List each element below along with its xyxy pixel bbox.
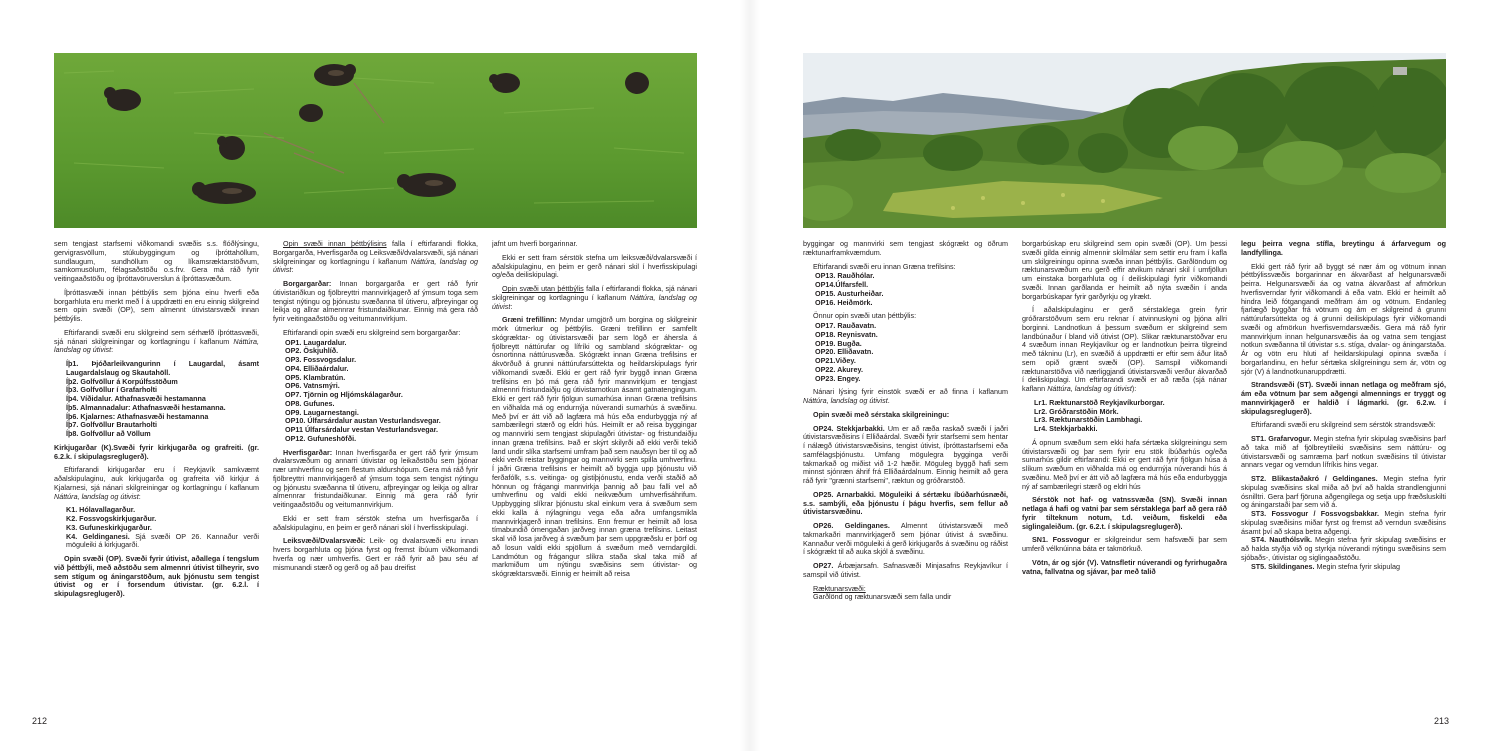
paragraph: sem tengjast starfsemi viðkomandi svæðis s.s. flóðlýsingu, gervigrasvöllum, stúkubyggingum og íþróttahöllum, sundlaugum, sundhöllum og líkamsræktarstöðvum, samkomusölum, félagsaðstöðu o.s.frv. Gera má ráð fyrir veitingaaðstöðu og íþróttavöruverslun á íþróttasvæðum.	[54, 240, 259, 283]
page-number: 213	[1434, 716, 1450, 726]
paragraph: OP26. Geldinganes. Almennt útivistarsvæði með takmarkaðri mannvirkjagerð sem þjónar útivist á svæðinu. Kannaður verði möguleiki á gerð kirkjugarðs á svæðinu og ráðist í skógrækt til að auka skjól á svæðinu.	[803, 521, 1008, 557]
list-item: OP10. Úlfarsárdalur austan Vesturlandsvegar.	[285, 416, 441, 426]
paragraph: Á opnum svæðum sem ekki hafa sértæka skilgreiningu sem útivistarsvæði og þar sem fyrir eru stök íbúðarhús og/eða sumarhús gildir eftirfarandi: Ekki er gert ráð fyrir fjölgun húsa á slíkum svæðum en viðhalda má og endurnýja núverandi hús á svæðinu. Með því er átt við að lagfæra má hús eða endurbyggja ný af sambærilegri stærð og eldri hús	[1022, 437, 1227, 491]
right-column-2	[1022, 240, 1227, 718]
paragraph: Opin svæði innan þéttbýlisins falla í eftirfarandi flokka, Borgargarða, Hverfisgarða og Leiksvæði/dvalarsvæði, sjá nánari skilgreiningar og kortlagningu í kaflanum Náttúra, landslag og útivist:	[273, 240, 478, 275]
list-item: OP22. Akurey.	[815, 364, 863, 374]
left-column-2	[273, 240, 478, 718]
paragraph: ST2. Blikastaðakró / Geldinganes. Megin stefna fyrir skipulag svæðisins skal miða að því að halda strandlengjunni ósnilltri. Gera þarf fjöruna aðgengilega og setja upp fræðsluskilti og áningarstaði þar sem við á.	[1241, 474, 1446, 510]
paragraph: Eftirfarandi svæði eru skilgreind sem sérstök strandsvæði:	[1251, 420, 1436, 430]
landscape-image	[803, 53, 1446, 228]
list-item: Íþ7. Golfvöllur Brautarholti	[66, 420, 158, 430]
paragraph: byggingar og mannvirki sem tengjast skógrækt og öðrum ræktunarframkvæmdum.	[803, 240, 1008, 257]
nurseries-list	[1022, 399, 1227, 434]
paragraph: jafnt um hverfi borgarinnar.	[492, 240, 578, 248]
starlings-photo	[54, 53, 697, 228]
list-item: OP9. Laugarnestangi.	[285, 407, 359, 417]
paragraph: ST3. Fossvogur / Fossvogsbakkar. Megin stefna fyrir skipulag svæðisins miðar fyrst og fremst að verndun svæðisins ásamt því að skapa betra aðgengi.	[1241, 509, 1446, 536]
section-heading: Opin svæði með sérstaka skilgreiningu:	[813, 409, 950, 419]
list-item: OP4. Elliðaárdalur.	[285, 363, 349, 373]
paragraph: Ræktunarsvæði:	[813, 583, 866, 593]
list-item: OP18. Reynisvatn.	[815, 329, 878, 339]
list-item: K3. Gufuneskirkjugarður.	[66, 522, 152, 532]
list-item: OP12. Gufuneshöfði.	[285, 433, 357, 443]
list-item: K2. Fossvogskirkjugarður.	[66, 514, 157, 523]
landscape-photo	[803, 53, 1446, 228]
paragraph: Opin svæði utan þéttbýlis falla í eftirfarandi flokka, sjá nánari skilgreiningar og kortlagningu í kaflanum Náttúra, landslag og útivist:	[492, 284, 697, 311]
paragraph: Strandsvæði (ST). Svæði innan netlaga og meðfram sjó, ám eða vötnum þar sem aðgengi almennings er tryggt og mannvirkjagerð er haldið í lágmarki. (gr. 6.2.w. í skipulagsreglugerð).	[1241, 380, 1446, 416]
paragraph: Önnur opin svæði utan þéttbýlis:	[813, 311, 917, 321]
list-item: OP14.Úlfarsfell.	[815, 280, 869, 289]
paragraph: Opin svæði (OP). Svæði fyrir útivist, aðallega í tengslum við þéttbýli, með aðstöðu sem almennri útivist tilheyrir, svo sem stígum og áningarstöðum, auk þjónustu sem tengist útivist og er í forsendum útivistar. (gr. 6.2.l. í skipulagsreglugerð).	[54, 554, 259, 598]
paragraph: Ekki er sett fram sérstök stefna um leiksvæði/dvalarsvæði í aðalskipulaginu, en þeim er gerð nánari skil í hverfisskipulagi og/eða deiliskipulagi.	[492, 252, 697, 280]
paragraph: OP27. Árbæjarsafn. Safnasvæði Minjasafns Reykjavíkur í samspil við útivist.	[803, 561, 1008, 579]
paragraph: Íþróttasvæði innan þéttbýlis sem þjóna einu hverfi eða borgarhluta eru merkt með Í á uppdrætti en eru einnig skilgreind sem opin svæði (OP), sem almennt útivistarsvæði innan þéttbýlis.	[54, 287, 259, 323]
list-item: OP20. Elliðavatn.	[815, 347, 874, 357]
paragraph: Sérstök not haf- og vatnssvæða (SN). Svæði innan netlaga á hafi og vatni þar sem sérstaklega þarf að gera ráð fyrir tilteknum notum, t.d. veiðum, fiskeldi eða siglingaleiðum. (gr. 6.2.t. í skipulagsreglugerð).	[1022, 495, 1227, 531]
paragraph: Ekki er sett fram sérstök stefna um hverfisgarða í aðalskipulaginu, en þeim er gerð nánari skil í hverfisskipulagi.	[273, 513, 478, 532]
paragraph: Leiksvæði/Dvalarsvæði: Leik- og dvalarsvæði eru innan hvers borgarhluta og þjóna fyrst og fremst íbúum viðkomandi hverfa og nær umhverfis. Gert er ráð fyrir að þau séu af mismunandi stærð og gerð og að þau dreifist	[273, 536, 478, 572]
list-item: OP15. Austurheiðar.	[815, 288, 884, 298]
list-item: OP11 Úlfarsárdalur vestan Vesturlandsvegar.	[285, 425, 439, 434]
list-item: OP13. Rauðhólar.	[815, 271, 875, 281]
list-item: Íþ5. Almannadalur: Athafnasvæði hestamanna.	[66, 402, 226, 412]
list-item: OP21.Viðey.	[815, 356, 856, 365]
right-column-3	[1241, 240, 1446, 718]
page-number: 212	[32, 716, 48, 726]
list-item: Íþ4. Víðidalur. Athafnasvæði hestamanna	[66, 394, 206, 403]
paragraph: OP24. Stekkjarbakki. Um er að ræða raskað svæði í jaðri útivistarsvæðisins í Elliðaárdal. Svæði fyrir starfsemi sem hentar í nálægð útivistarsvæðisins, tengist útivist, íþróttastarfsemi eða samfélagsþjónustu. Umfang mögulegra bygginga verði takmarkað og miðist við 1-2 hæðir. Möguleg byggð hafi sem minnst sjónræn áhrif frá Elliðaárdalnum. Einnig heimilt að gera ráð fyrir "grænni starfsemi", ræktun og gróðrarstöð.	[803, 423, 1008, 485]
paragraph: Græni trefillinn: Myndar umgjörð um borgina og skilgreinir mörk útmerkur og þéttbýlis. Græni trefillinn er samfellt skógræktar- og útivistarsvæði þar sem lögð er áhersla á fjölbreytt náttúrufar og lífríki og sambland skógræktar- og ósnortinna náttúrusvæða. Skógrækt innan Græna trefilsins er ákvörðuð á grunni náttúrufarsúttekta og heildarskipulags fyrir viðkomandi svæði. Ekki er gert ráð fyrir byggð innan Græna trefilsins en þó má gera ráð fyrir mannvirkjum er tengjast almennri fristundaiðju og útivistarnotkun ásamt gatnatengingum. Ekki er gert ráð fyrir fjölgun sumarhúsa innan Græna trefilsins en viðhalda má og endurnýja núverandi sumarhús á svæðinu. Með því er átt við að lagfæra má hús eða endurbyggja ný af sambærilegri stærð og eldri hús. Heimilt er að reisa byggingar og mannvirki sem tengjast skipulagðri útivistar- og fristundaiðju innan græna trefilsins. Það er skýrt skilyrði að ekki verði tekið land undir slíka starfsemi umfram það sem nauðsyn ber til og að ekki verði reistar byggingar og mannvirki sem spilla umhverfinu. Í jaðri Græna trefilsins er heimilt að byggja upp þjónustu við ferðafólk, s.s. veitinga- og gistiþjónustu, enda verði staðið að hönnun og frágangi mannvirkja þannig að þau falli vel að umhverfinu og valdi ekki neikvæðum umhverfisáhrifum. Uppbygging slíkrar þjónustu skal einkum vera á svæðum sem ekki kalla á nýlagningu vega eða aðra umfangsmikla mannvirkjagerð innan trefilsins. Enn fremur er heimilt að losa tímabundið ómengaðan jarðveg innan græna trefilsins. Leitast skal við losa jarðveg á svæðum þar sem uppgræðslu er þörf og að losun valdi ekki spjöllum á svæðum með verndargildi. Landmótun og frágangur slíkra staða skal taka mið af markmiðum um nýtingu svæðisins sem útivistar- og skógræktarsvæði. Einnig er heimilt að reisa	[492, 315, 697, 578]
paragraph: legu þeirra vegna stífla, breytingu á árfarvegum og landfyllinga.	[1241, 240, 1446, 257]
city-parks-list	[273, 339, 478, 444]
paragraph: Nánari lýsing fyrir einstök svæði er að finna í kaflanum Náttúra, landslag og útivist.	[803, 387, 1008, 405]
list-item: Íþ1. Þjóðarleikvangurinn í Laugardal, ásamt Laugardalslaug og Skautahöll.	[66, 359, 259, 377]
paragraph: Eftirfarandi kirkjugarðar eru í Reykjavík samkvæmt aðalskipulaginu, auk kirkjugarða og grafreita við kirkjur á Kjalarnesi, sjá nánari skilgreiningar og kortlagningu í kaflanum Náttúra, landslag og útivist:	[54, 465, 259, 501]
paragraph: Eftirfarandi svæði eru innan Græna trefilsins:	[813, 261, 956, 271]
list-item: OP1. Laugardalur.	[285, 337, 347, 347]
paragraph: Garðlönd og ræktunarsvæði sem falla undir	[813, 592, 952, 602]
left-page	[0, 0, 740, 751]
right-column-1	[803, 240, 1008, 718]
green-belt-list	[803, 272, 1008, 307]
sports-areas-list	[54, 360, 259, 439]
list-item: Lr2. Gróðrarstöðin Mörk.	[1034, 406, 1119, 416]
list-item: OP5. Klambratún.	[285, 372, 346, 382]
paragraph: Í aðalskipulaginu er gerð sérstaklega grein fyrir gróðrarstöðvum sem eru reknar í atvinnuskyni og þjóna allri borginni. Landnotkun á þessum svæðum er skilgreind sem landbúnaður í bland við útivist (OP). Slikar ræktunarstöðvar eru 4 svæðum innan Reykjavíkur og er landnotkun þeirra tilgreind með tákninu (Lr), en svæðið á uppdrætti er eftir sem áður litað sem opið grænt svæði (OP). Samspil viðkomandi ræktunarstöðva við nærliggjandi útivistarsvæði verður ákvarðað í deiliskipulagi. Um eftirfarandi svæði er að ræða (sjá nánar kaflann Náttúra, landslag og útivist):	[1022, 305, 1227, 393]
paragraph: Ekki gert ráð fyrir að byggt sé nær ám og vötnum innan þéttbýlissvæðis borgarinnar en ákvarðast af helgunarsvæði þeirra. Helgunarsvæði áa og vatna ákvarðast af afmörkun hverfisverndar fyrir viðkomandi á eða vatn. Ekki er heimilt að hindra leið fótgangandi meðfram ám og vötnum. Endanleg fjarlægð byggðar frá vötnum og ám er skilgreind á grunni náttúrufarsúttekta og á grunni deiliskipulags fyrir viðkomandi svæði og afmörkun hverfisverndarsvæðis. Gera má ráð fyrir mannvirkjum innan helgunarsvæðis áa og vatna sem tengjast notkun svæðanna til útivistar s.s. stíga, dvalar- og áningarstaða. Ár og vötn eru hluti af heildarskipulagi opinna svæða í borgarlandinu, en hefur sértæka skilgreiningu sem ár, vötn og sjór (V) á landnotkunaruppdrætti.	[1241, 261, 1446, 376]
list-item: K1. Hólavallagarður.	[66, 505, 136, 515]
paragraph: SN1. Fossvogur er skilgreindur sem hafsvæði þar sem umferð vélknúinna báta er takmörkuð.	[1022, 535, 1227, 553]
list-item: OP16. Heiðmörk.	[815, 297, 873, 307]
paragraph: Kirkjugarðar (K).Svæði fyrir kirkjugarða og grafreiti. (gr. 6.2.k. í skipulagsreglugerð).	[54, 442, 259, 461]
right-page	[760, 0, 1500, 751]
paragraph: Hverfisgarðar: Innan hverfisgarða er gert ráð fyrir ýmsum dvalarsvæðum og annarri útivistar og leikaðstöðu sem þjónar nær umhverfinu og sem flestum aldurshópum. Gera má ráð fyrir fjölbreyttri mannvirkjagerð af ýmsum toga sem tengist nýtingu og þjónustu svæðanna til útiveru, afþreyingar og leikja og allrar almennrar fristundaiðkunar. Einnig má gera ráð fyrir veitingaaðstöðu og veitumannvirkjum.	[273, 447, 478, 509]
list-item: Lr1. Ræktunarstöð Reykjavíkurborgar.	[1034, 397, 1165, 407]
left-column-1	[54, 240, 259, 718]
list-item: OP2. Öskjuhlíð.	[285, 346, 339, 356]
list-item: OP19. Bugða.	[815, 338, 862, 348]
starlings-image	[54, 53, 697, 228]
list-item: OP23. Engey.	[815, 373, 861, 383]
list-item: Íþ3. Golfvöllur í Grafarholti	[66, 385, 158, 395]
list-item: Lr4. Stekkjarbakki.	[1034, 424, 1098, 433]
list-item: Íþ6. Kjalarnes: Athafnasvæði hestamanna	[66, 411, 209, 421]
list-item: OP3. Fossvogsdalur.	[285, 355, 357, 364]
list-item: OP7. Tjörnin og Hljómskálagarður.	[285, 390, 403, 399]
list-item: K4. Geldinganesi. Sjá svæði OP 26. Kannaður verði möguleiki á kirkjugarði.	[66, 531, 259, 550]
paragraph: ST1. Grafarvogur. Megin stefna fyrir skipulag svæðisins þarf að taka mið af fjölbreytileiki svæðisins sem náttúru- og útivistarsvæði og samræma þarf notkun svæðisins til útivistar annars vegar og verndun lífríkis hins vegar.	[1241, 434, 1446, 470]
paragraph: Vötn, ár og sjór (V). Vatnsfletir núverandi og fyrirhugaðra vatna, fallvatna og sjávar, þar með talið	[1022, 557, 1227, 576]
list-item: OP17. Rauðavatn.	[815, 321, 877, 330]
paragraph: Eftirfarandi opin svæði eru skilgreind sem borgargarðar:	[283, 327, 461, 337]
list-item: OP6. Vatnsmýri.	[285, 381, 340, 391]
list-item: Lr3. Ræktunarstöðin Lambhagi.	[1034, 415, 1143, 425]
paragraph: OP25. Arnarbakki. Möguleiki á sértæku íbúðarhúsnæði, s.s. sambýli, eða þjónustu í þágu hverfis, sem fellur að útivistarsvæðinu.	[803, 489, 1008, 517]
paragraph: ST4. Nauthólsvík. Megin stefna fyrir skipulag svæðisins er að halda styðja við og styrkja núverandi nýtingu svæðisins sem sjóbaðs-, útivistar og siglingaaðstöðu.	[1241, 535, 1446, 562]
list-item: Íþ2. Golfvöllur á Korpúlfsstöðum	[66, 376, 178, 386]
list-item: OP8. Gufunes.	[285, 398, 335, 408]
paragraph: Borgargarðar: Innan borgargarða er gert ráð fyrir útivistariðkun og fjölbreyttri mannvirkjagerð af ýmsum toga sem tengist nýtingu og þjónustu svæðanna til útiveru, afþreyingar og leikja og allrar almennrar fristundaiðkunar. Einnig má gera ráð fyrir veitingaaðstöðu og veitumannvirkjum.	[273, 279, 478, 323]
list-item: Íþ8. Golfvöllur að Völlum	[66, 429, 151, 438]
paragraph: borgarbúskap eru skilgreind sem opin svæði (OP). Um þessi svæði gilda einnig almennir skilmálar sem settir eru fram í kafla um skilgreiningu opinna svæða innan þéttbýlis. Garðlöndum og ræktunarsvæðum eru gerð effir atvikum nánari skil í umfjöllun um einstaka borgarhluta og í deiliskipulagi fyrir viðkomandi svæði. Innan garðlanda er heimilt að nýta svæðin í anda borgarbúskapar fyrir garðyrkju og ylrækt.	[1022, 240, 1227, 301]
paragraph: Eftirfarandi svæði eru skilgreind sem sérhæfð íþróttasvæði, sjá nánari skilgreiningar og kortlagningu í kaflanum Náttúra, landslag og útivist:	[54, 327, 259, 355]
cemeteries-list	[54, 506, 259, 550]
left-column-3	[492, 240, 697, 718]
gutter	[740, 0, 760, 751]
paragraph: ST5. Skildinganes. Megin stefna fyrir skipulag	[1251, 561, 1401, 571]
other-open-areas-list	[803, 322, 1008, 383]
